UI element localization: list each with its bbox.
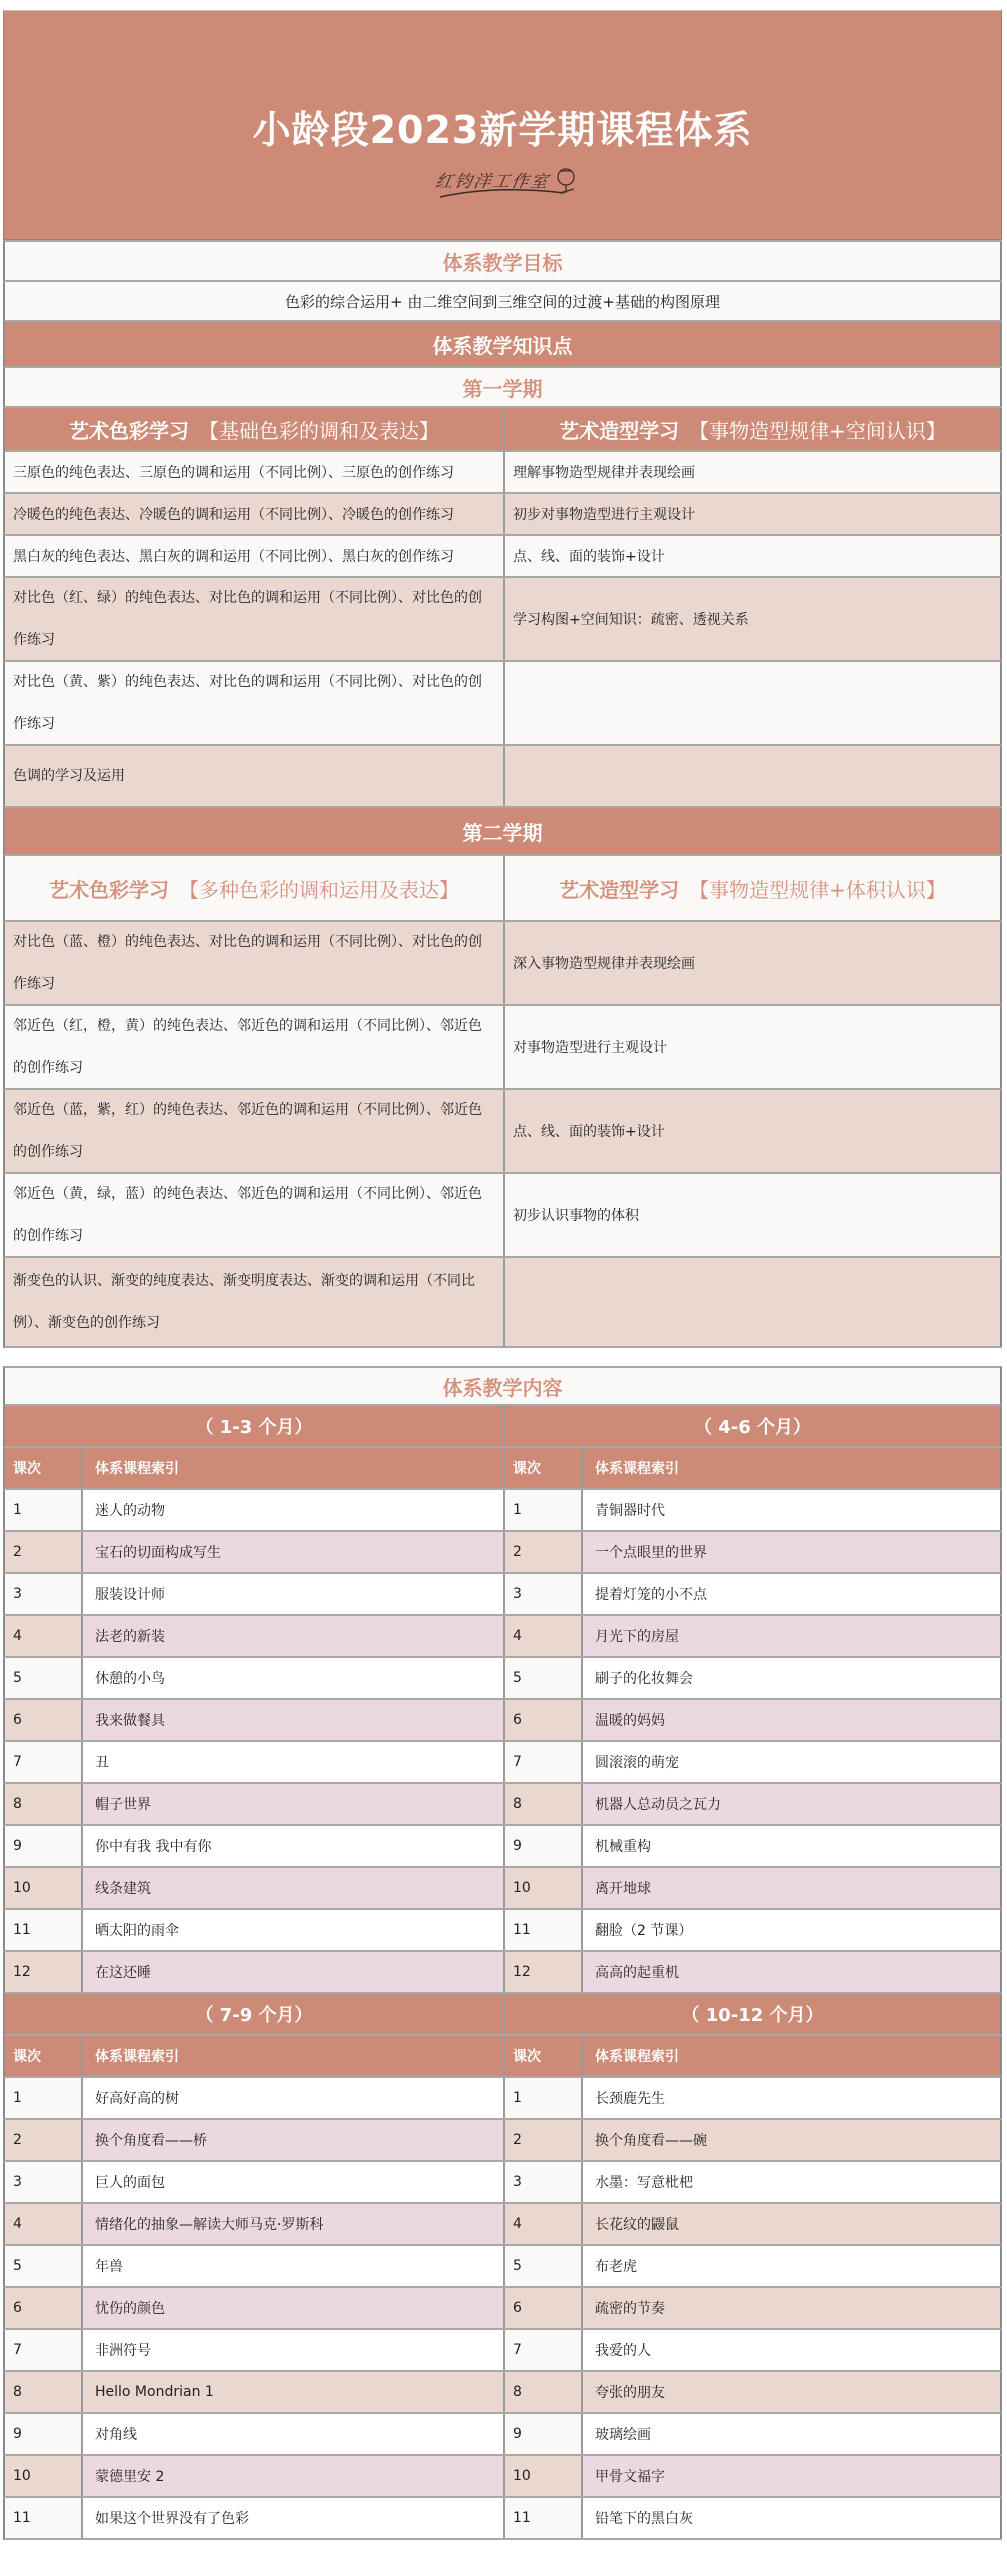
goal-heading-row xyxy=(3,240,1002,282)
lesson-number: 9 xyxy=(5,1826,83,1866)
knowledge-row xyxy=(3,494,1002,536)
lesson-half xyxy=(5,2162,505,2202)
col-lesson-number-header: 课次 xyxy=(5,1448,83,1488)
lesson-row xyxy=(3,1616,1002,1658)
color-study-subtitle: 【多种色彩的调和运用及表达】 xyxy=(179,877,459,902)
lesson-number: 3 xyxy=(5,2162,83,2202)
signature-text: 红钧洋工作室 xyxy=(433,172,552,192)
content-heading-row xyxy=(3,1366,1002,1406)
lesson-number: 10 xyxy=(505,1868,583,1908)
lesson-half xyxy=(5,2330,505,2370)
lesson-name: 迷人的动物 xyxy=(83,1490,503,1530)
shape-study-item: 学习构图+空间知识：疏密、透视关系 xyxy=(513,612,749,628)
lesson-half xyxy=(505,2456,1000,2496)
lesson-half xyxy=(5,2120,505,2160)
lesson-row xyxy=(3,1910,1002,1952)
semester-2-color-header xyxy=(5,856,505,920)
lesson-row xyxy=(3,2204,1002,2246)
lesson-number: 10 xyxy=(5,2456,83,2496)
lesson-name: 休憩的小鸟 xyxy=(83,1658,503,1698)
col-lesson-number-header: 课次 xyxy=(5,2036,83,2076)
lesson-half xyxy=(5,2456,505,2496)
lesson-row xyxy=(3,1658,1002,1700)
lesson-header-half xyxy=(5,2036,505,2076)
lesson-number: 8 xyxy=(5,1784,83,1824)
period-header-row xyxy=(3,1406,1002,1448)
lesson-name: 青铜器时代 xyxy=(583,1490,1000,1530)
shape-study-subtitle: 【事物造型规律+空间认识】 xyxy=(689,418,946,443)
lesson-name: 忧伤的颜色 xyxy=(83,2288,503,2328)
lesson-name: 换个角度看——桥 xyxy=(83,2120,503,2160)
content-heading: 体系教学内容 xyxy=(442,1375,563,1400)
lesson-half xyxy=(505,2078,1000,2118)
lesson-row-cells xyxy=(5,2372,1000,2412)
lesson-number: 4 xyxy=(5,1616,83,1656)
lesson-half xyxy=(5,1868,505,1908)
lesson-row-cells xyxy=(5,2330,1000,2370)
lesson-number: 7 xyxy=(5,1742,83,1782)
lesson-row-cells xyxy=(5,1868,1000,1908)
lesson-number: 1 xyxy=(505,2078,583,2118)
lesson-half xyxy=(5,1784,505,1824)
lesson-row-cells xyxy=(5,2456,1000,2496)
lesson-name: 离开地球 xyxy=(583,1868,1000,1908)
period-label: （ 4-6 个月） xyxy=(693,1417,812,1438)
color-study-item: 冷暖色的纯色表达、冷暖色的调和运用（不同比例）、冷暖色的创作练习 xyxy=(5,494,505,534)
lesson-name: Hello Mondrian 1 xyxy=(83,2372,503,2412)
lesson-name: 我来做餐具 xyxy=(83,1700,503,1740)
col-lesson-name-header: 体系课程索引 xyxy=(95,1461,179,1477)
lesson-half xyxy=(5,2288,505,2328)
lesson-number: 12 xyxy=(5,1952,83,1992)
color-study-item: 黑白灰的纯色表达、黑白灰的调和运用（不同比例）、黑白灰的创作练习 xyxy=(5,536,505,576)
semester-1-color-header xyxy=(5,408,505,450)
color-study-title: 艺术色彩学习 xyxy=(49,877,169,902)
lesson-row xyxy=(3,1532,1002,1574)
lesson-name: 年兽 xyxy=(83,2246,503,2286)
color-study-item: 邻近色（蓝，紫，红）的纯色表达、邻近色的调和运用（不同比例）、邻近色的创作练习 xyxy=(5,1090,505,1172)
knowledge-row xyxy=(3,1090,1002,1174)
lesson-half xyxy=(505,2498,1000,2538)
lesson-row-cells xyxy=(5,1490,1000,1530)
semester-1-label-row xyxy=(3,368,1002,408)
goal-heading: 体系教学目标 xyxy=(442,250,563,275)
lesson-half xyxy=(5,2078,505,2118)
lesson-name: 对角线 xyxy=(83,2414,503,2454)
lesson-name: 我爱的人 xyxy=(583,2330,1000,2370)
lesson-name: 温暖的妈妈 xyxy=(583,1700,1000,1740)
lesson-name: 机器人总动员之瓦力 xyxy=(583,1784,1000,1824)
knowledge-row xyxy=(3,1006,1002,1090)
lesson-name: 高高的起重机 xyxy=(583,1952,1000,1992)
lesson-half xyxy=(505,1658,1000,1698)
lesson-name: 长颈鹿先生 xyxy=(583,2078,1000,2118)
shape-study-item xyxy=(505,1258,1000,1346)
lesson-row-cells xyxy=(5,2120,1000,2160)
lesson-row xyxy=(3,2162,1002,2204)
knowledge-heading: 体系教学知识点 xyxy=(432,333,573,358)
lesson-number: 10 xyxy=(5,1868,83,1908)
color-study-item: 邻近色（黄，绿，蓝）的纯色表达、邻近色的调和运用（不同比例）、邻近色的创作练习 xyxy=(5,1174,505,1256)
lesson-name: 非洲符号 xyxy=(83,2330,503,2370)
lesson-number: 4 xyxy=(505,2204,583,2244)
lesson-number: 3 xyxy=(505,2162,583,2202)
lesson-number: 7 xyxy=(5,2330,83,2370)
semester-1-shape-header xyxy=(505,408,1000,450)
lesson-row-cells xyxy=(5,1742,1000,1782)
semester-2-label: 第二学期 xyxy=(462,820,543,845)
lesson-half xyxy=(5,1742,505,1782)
lesson-name: 线条建筑 xyxy=(83,1868,503,1908)
lesson-half xyxy=(5,1952,505,1992)
color-study-item: 邻近色（红，橙，黄）的纯色表达、邻近色的调和运用（不同比例）、邻近色的创作练习 xyxy=(5,1006,505,1088)
lesson-row-cells xyxy=(5,1700,1000,1740)
lesson-row xyxy=(3,2456,1002,2498)
shape-study-item: 初步认识事物的体积 xyxy=(513,1208,639,1224)
knowledge-row xyxy=(3,746,1002,808)
color-study-item: 三原色的纯色表达、三原色的调和运用（不同比例）、三原色的创作练习 xyxy=(5,452,505,492)
lesson-column-headers xyxy=(5,1448,1000,1488)
lesson-name: 翻脸（2 节课） xyxy=(583,1910,1000,1950)
lesson-half xyxy=(505,2246,1000,2286)
lesson-half xyxy=(505,1910,1000,1950)
lesson-name: 刷子的化妆舞会 xyxy=(583,1658,1000,1698)
lesson-half xyxy=(5,1658,505,1698)
lesson-number: 3 xyxy=(505,1574,583,1614)
color-study-item: 对比色（黄、紫）的纯色表达、对比色的调和运用（不同比例）、对比色的创作练习 xyxy=(5,662,505,744)
lesson-name: 情绪化的抽象—解读大师马克·罗斯科 xyxy=(83,2204,503,2244)
lesson-number: 9 xyxy=(505,1826,583,1866)
lesson-name: 甲骨文福字 xyxy=(583,2456,1000,2496)
lesson-row-cells xyxy=(5,2288,1000,2328)
semester-2-column-headers xyxy=(3,856,1002,922)
lesson-name: 铅笔下的黑白灰 xyxy=(583,2498,1000,2538)
lesson-row xyxy=(3,2078,1002,2120)
lesson-number: 6 xyxy=(5,2288,83,2328)
lesson-half xyxy=(505,1700,1000,1740)
lesson-number: 12 xyxy=(505,1952,583,1992)
lesson-number: 4 xyxy=(505,1616,583,1656)
lesson-name: 法老的新装 xyxy=(83,1616,503,1656)
lesson-header-half xyxy=(505,2036,1000,2076)
lesson-number: 1 xyxy=(505,1490,583,1530)
lesson-row-cells xyxy=(5,1952,1000,1992)
shape-study-item: 点、线、面的装饰+设计 xyxy=(513,549,665,565)
lesson-number: 5 xyxy=(5,1658,83,1698)
period-label: （ 10-12 个月） xyxy=(681,2005,824,2026)
lesson-name: 长花纹的鼹鼠 xyxy=(583,2204,1000,2244)
lesson-half xyxy=(505,1574,1000,1614)
lesson-header-half xyxy=(505,1448,1000,1488)
lesson-name: 玻璃绘画 xyxy=(583,2414,1000,2454)
lesson-row-cells xyxy=(5,1532,1000,1572)
lesson-row xyxy=(3,2288,1002,2330)
lesson-name: 提着灯笼的小不点 xyxy=(583,1574,1000,1614)
lesson-row xyxy=(3,1826,1002,1868)
shape-study-title: 艺术造型学习 xyxy=(559,877,680,902)
lesson-name: 你中有我 我中有你 xyxy=(83,1826,503,1866)
lesson-half xyxy=(505,1826,1000,1866)
page-title: 小龄段2023新学期课程体系 xyxy=(252,108,753,152)
lesson-row-cells xyxy=(5,2246,1000,2286)
lesson-half xyxy=(5,2246,505,2286)
lesson-name: 好高好高的树 xyxy=(83,2078,503,2118)
col-lesson-name-header: 体系课程索引 xyxy=(95,2049,179,2065)
lesson-number: 2 xyxy=(505,2120,583,2160)
lesson-number: 9 xyxy=(5,2414,83,2454)
lesson-row xyxy=(3,1574,1002,1616)
lesson-half xyxy=(5,1574,505,1614)
shape-study-title: 艺术造型学习 xyxy=(559,418,680,443)
lesson-number: 11 xyxy=(505,2498,583,2538)
lesson-number: 8 xyxy=(5,2372,83,2412)
lesson-row xyxy=(3,1868,1002,1910)
lesson-row xyxy=(3,2120,1002,2162)
semester-2-label-row xyxy=(3,808,1002,856)
knowledge-row xyxy=(3,1174,1002,1258)
lesson-name: 宝石的切面构成写生 xyxy=(83,1532,503,1572)
lesson-header-half xyxy=(5,1448,505,1488)
lesson-half xyxy=(5,2204,505,2244)
header-banner xyxy=(3,10,1002,240)
lesson-row-cells xyxy=(5,1784,1000,1824)
color-study-item: 色调的学习及运用 xyxy=(5,746,505,806)
shape-study-item: 初步对事物造型进行主观设计 xyxy=(513,507,695,523)
lesson-row-cells xyxy=(5,1826,1000,1866)
lesson-row xyxy=(3,2246,1002,2288)
lesson-number: 7 xyxy=(505,1742,583,1782)
lesson-number: 11 xyxy=(5,1910,83,1950)
lesson-name: 疏密的节奏 xyxy=(583,2288,1000,2328)
lesson-number: 5 xyxy=(505,2246,583,2286)
knowledge-row xyxy=(3,452,1002,494)
studio-signature-logo xyxy=(433,163,586,209)
lesson-number: 9 xyxy=(505,2414,583,2454)
period-label: （ 7-9 个月） xyxy=(5,1994,505,2034)
lesson-row xyxy=(3,2330,1002,2372)
lesson-number: 11 xyxy=(505,1910,583,1950)
lesson-row xyxy=(3,1784,1002,1826)
goal-text: 色彩的综合运用+ 由二维空间到三维空间的过渡+基础的构图原理 xyxy=(285,292,720,311)
shape-study-item xyxy=(505,746,1000,806)
lesson-row-cells xyxy=(5,2078,1000,2118)
lesson-number: 5 xyxy=(5,2246,83,2286)
knowledge-row xyxy=(3,536,1002,578)
lesson-half xyxy=(5,2498,505,2538)
lesson-name: 巨人的面包 xyxy=(83,2162,503,2202)
shape-study-subtitle: 【事物造型规律+体积认识】 xyxy=(689,877,946,902)
lesson-name: 蒙德里安 2 xyxy=(83,2456,503,2496)
lesson-half xyxy=(5,1700,505,1740)
col-lesson-number-header: 课次 xyxy=(505,2036,583,2076)
lesson-name: 月光下的房屋 xyxy=(583,1616,1000,1656)
knowledge-row xyxy=(3,578,1002,662)
lesson-name: 水墨：写意枇杷 xyxy=(583,2162,1000,2202)
period-header-row xyxy=(3,1994,1002,2036)
lesson-number: 8 xyxy=(505,1784,583,1824)
lesson-half xyxy=(505,1490,1000,1530)
semester-1-label: 第一学期 xyxy=(462,376,543,401)
lesson-name: 晒太阳的雨伞 xyxy=(83,1910,503,1950)
shape-study-item: 理解事物造型规律并表现绘画 xyxy=(513,465,695,481)
knowledge-row xyxy=(3,1258,1002,1348)
lesson-number: 8 xyxy=(505,2372,583,2412)
lesson-half xyxy=(505,1784,1000,1824)
lesson-number: 3 xyxy=(5,1574,83,1614)
period-label: （ 1-3 个月） xyxy=(5,1406,505,1446)
lesson-name: 如果这个世界没有了色彩 xyxy=(83,2498,503,2538)
col-lesson-name-header: 体系课程索引 xyxy=(595,1461,679,1477)
lesson-row-cells xyxy=(5,1616,1000,1656)
lesson-row xyxy=(3,1952,1002,1994)
lesson-name: 圆滚滚的萌宠 xyxy=(583,1742,1000,1782)
lesson-row xyxy=(3,1700,1002,1742)
lesson-half xyxy=(5,1826,505,1866)
color-study-title: 艺术色彩学习 xyxy=(69,418,189,443)
lesson-column-header-row xyxy=(3,2036,1002,2078)
lesson-row xyxy=(3,1490,1002,1532)
lesson-half xyxy=(505,2372,1000,2412)
lesson-half xyxy=(505,1742,1000,1782)
lesson-number: 7 xyxy=(505,2330,583,2370)
signature-underline-icon xyxy=(433,163,586,209)
lesson-number: 2 xyxy=(5,2120,83,2160)
color-study-item: 渐变色的认识、渐变的纯度表达、渐变明度表达、渐变的调和运用（不同比例）、渐变色的创作练习 xyxy=(5,1258,505,1346)
lesson-row xyxy=(3,2414,1002,2456)
color-study-item: 对比色（蓝、橙）的纯色表达、对比色的调和运用（不同比例）、对比色的创作练习 xyxy=(5,922,505,1004)
lesson-half xyxy=(505,1952,1000,1992)
lesson-row-cells xyxy=(5,1574,1000,1614)
lesson-row xyxy=(3,2372,1002,2414)
lesson-half xyxy=(505,2288,1000,2328)
col-lesson-name-header: 体系课程索引 xyxy=(595,2049,679,2065)
lesson-half xyxy=(5,1616,505,1656)
knowledge-row xyxy=(3,662,1002,746)
color-study-item: 对比色（红、绿）的纯色表达、对比色的调和运用（不同比例）、对比色的创作练习 xyxy=(5,578,505,660)
lesson-half xyxy=(5,2414,505,2454)
lesson-half xyxy=(505,1532,1000,1572)
lesson-name: 丑 xyxy=(83,1742,503,1782)
lesson-column-headers xyxy=(5,2036,1000,2076)
lesson-row-cells xyxy=(5,2498,1000,2538)
lesson-column-header-row xyxy=(3,1448,1002,1490)
lesson-number: 1 xyxy=(5,2078,83,2118)
lesson-half xyxy=(505,2330,1000,2370)
lesson-name: 换个角度看——碗 xyxy=(583,2120,1000,2160)
shape-study-item: 深入事物造型规律并表现绘画 xyxy=(513,956,695,972)
lesson-number: 1 xyxy=(5,1490,83,1530)
lesson-half xyxy=(505,2204,1000,2244)
lesson-name: 机械重构 xyxy=(583,1826,1000,1866)
lesson-number: 2 xyxy=(5,1532,83,1572)
lesson-half xyxy=(5,1490,505,1530)
color-study-subtitle: 【基础色彩的调和及表达】 xyxy=(199,418,439,443)
lesson-half xyxy=(505,1616,1000,1656)
semester-1-column-headers xyxy=(3,408,1002,452)
lesson-half xyxy=(505,2120,1000,2160)
lesson-row xyxy=(3,2498,1002,2540)
lesson-half xyxy=(5,2372,505,2412)
lesson-number: 5 xyxy=(505,1658,583,1698)
lesson-row-cells xyxy=(5,2204,1000,2244)
semester-2-shape-header xyxy=(505,856,1000,920)
shape-study-item: 对事物造型进行主观设计 xyxy=(513,1040,667,1056)
lesson-half xyxy=(505,2162,1000,2202)
shape-study-item xyxy=(505,662,1000,744)
lesson-name: 服装设计师 xyxy=(83,1574,503,1614)
lesson-row-cells xyxy=(5,2414,1000,2454)
lesson-number: 10 xyxy=(505,2456,583,2496)
lesson-number: 6 xyxy=(505,2288,583,2328)
lesson-row-cells xyxy=(5,1910,1000,1950)
lesson-name: 一个点眼里的世界 xyxy=(583,1532,1000,1572)
lesson-row xyxy=(3,1742,1002,1784)
lesson-number: 6 xyxy=(505,1700,583,1740)
lesson-number: 4 xyxy=(5,2204,83,2244)
knowledge-row xyxy=(3,922,1002,1006)
lesson-row-cells xyxy=(5,2162,1000,2202)
goal-text-row xyxy=(3,282,1002,322)
lesson-name: 帽子世界 xyxy=(83,1784,503,1824)
lesson-name: 布老虎 xyxy=(583,2246,1000,2286)
lesson-half xyxy=(505,2414,1000,2454)
lesson-number: 2 xyxy=(505,1532,583,1572)
knowledge-heading-row xyxy=(3,322,1002,368)
lesson-half xyxy=(505,1868,1000,1908)
col-lesson-number-header: 课次 xyxy=(505,1448,583,1488)
lesson-number: 11 xyxy=(5,2498,83,2538)
lesson-half xyxy=(5,1532,505,1572)
shape-study-item: 点、线、面的装饰+设计 xyxy=(513,1124,665,1140)
lesson-name: 在这还睡 xyxy=(83,1952,503,1992)
lesson-row-cells xyxy=(5,1658,1000,1698)
lesson-number: 6 xyxy=(5,1700,83,1740)
lesson-name: 夸张的朋友 xyxy=(583,2372,1000,2412)
lesson-half xyxy=(5,1910,505,1950)
